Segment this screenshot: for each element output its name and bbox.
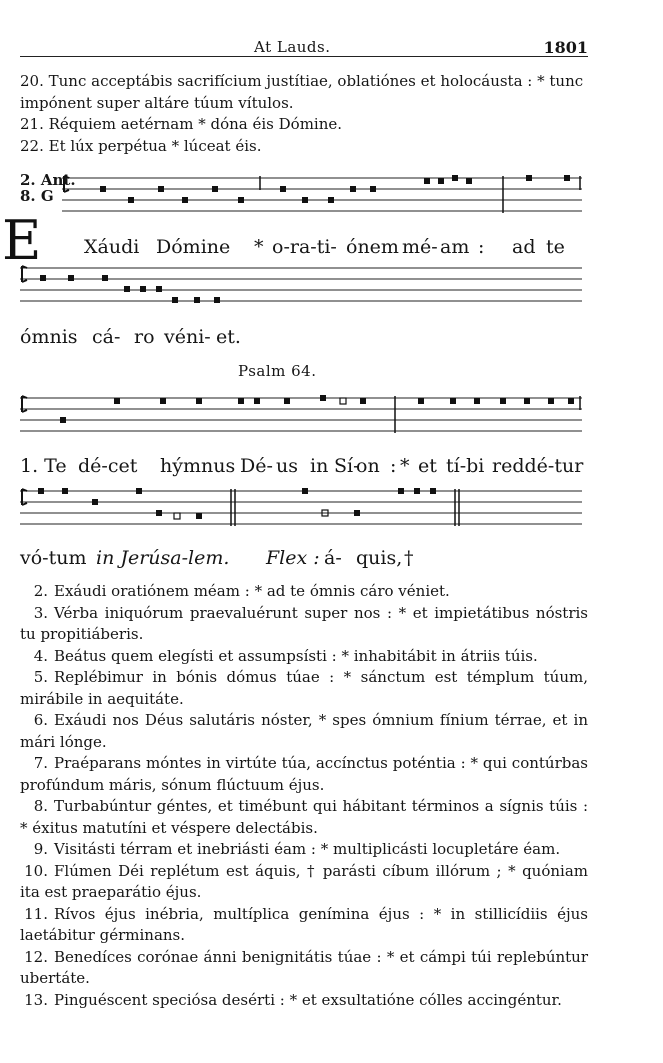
verse-9: 9. Visitásti térram et inebriásti éam : * multiplicásti locupletáre éam. (33, 840, 561, 858)
lyric-me: mé- (402, 236, 438, 258)
psalm-lyric-et: et (418, 455, 437, 477)
verse-21: 21. Réquiem aetérnam * dóna éis Dómine. (20, 115, 343, 133)
psalm-lyric-quis: quis, (356, 547, 403, 569)
psalm-lyric-on: on (356, 455, 380, 477)
verse-3: 3. Vérba iniquórum praevaluérunt super nos : * et impietátibus nóstris tu propitiáberis. (20, 603, 588, 643)
verse-7: 7. Praéparans móntes in virtúte túa, accínctus poténtia : * qui contúrbas profúndum máris, sónum flúctuum éjus. (20, 754, 588, 794)
verse-8: 8. Turbabúntur géntes, et timébunt qui hábitant términos a sígnis túis : * éxitus matutíni et véspere delectábis. (20, 797, 588, 837)
psalm-lyric-hymnus: hýmnus (160, 455, 236, 477)
verse-11: 11. Rívos éjus inébria, multíplica genímina éjus : * in stillicídiis éjus laetábitur gérminans. (20, 904, 588, 944)
lyric-ad: ad (512, 236, 536, 258)
psalm-lyric-us: us (276, 455, 298, 477)
psalm-title: Psalm 64. (238, 362, 317, 380)
lyric-te: te (546, 236, 565, 258)
antiphon-label: 2. Ant. 8. G (20, 171, 76, 205)
lyric-onem: ónem (346, 236, 399, 258)
lyric-orati: o-ra-ti- (272, 236, 337, 258)
verse-12: 12. Benedíces corónae ánni benignitátis túae : * et cámpi túi replebúntur ubertáte. (20, 947, 588, 987)
lyric-et: et. (216, 326, 241, 348)
psalm-lyric-in: in (310, 455, 329, 477)
psalm-lyric-votum: vó-tum (20, 547, 87, 569)
verse-6: 6. Exáudi nos Déus salutáris nóster, * spes ómnium fínium térrae, et in mári lónge. (20, 711, 588, 751)
lyric-veni: véni- (164, 326, 211, 348)
page-number: 1801 (543, 38, 588, 57)
verse-2: 2. Exáudi oratiónem méam : * ad te ómnis cáro véniet. (33, 582, 450, 600)
lyric-colon: : (478, 236, 485, 258)
verse-13: 13. Pinguéscent speciósa desérti : * et exsultatióne cólles accingéntur. (24, 990, 562, 1009)
psalm-verses (20, 581, 588, 1011)
verse-20: 20. Tunc acceptábis sacrifícium justítiae, oblatiónes et holocáusta : * tunc impónent super altáre túum vítulos. (20, 72, 584, 112)
psalm-lyric-te: 1. Te (20, 455, 67, 477)
verse-4: 4. Beátus quem elegísti et assumpsísti : * inhabitábit in átriis túis. (33, 646, 538, 665)
antiphon-initial: E (2, 209, 42, 272)
lyric-am: am (440, 236, 470, 258)
psalm-lyric-colon: : (390, 455, 397, 477)
psalm-lyric-dagger: † (404, 547, 414, 569)
verse-5: 5. Replébimur in bónis dómus túae : * sánctum est témplum túum, mirábile in aequitáte. (20, 668, 588, 708)
lyric-ca: cá- (92, 326, 121, 348)
psalm-lyric-tibi: tí-bi (446, 455, 485, 477)
psalm-lyric-si: Sí- (334, 455, 360, 477)
lyric-asterisk: * (254, 236, 264, 258)
psalm-lyric-reddetur: reddé-tur (492, 455, 584, 477)
psalm-lyric-decet: dé-cet (78, 455, 138, 477)
psalm-lyric-asterisk: * (400, 455, 410, 477)
lyric-xaudi: Xáudi (84, 236, 140, 258)
verse-22: 22. Et lúx perpétua * lúceat éis. (20, 136, 262, 155)
lyric-ro: ro (134, 326, 155, 348)
header-title: At Lauds. (254, 38, 331, 56)
psalm-lyric-flex: Flex : (266, 547, 320, 569)
psalm-lyric-jerusalem: in Jerúsa-lem. (96, 547, 230, 569)
psalm-lyric-a: á- (324, 547, 342, 569)
lyric-omnis: ómnis (20, 326, 78, 348)
psalm-lyric-de: Dé- (240, 455, 273, 477)
verse-10: 10. Flúmen Déi replétum est áquis, † parásti cíbum illórum ; * quóniam ita est praeparátio éjus. (20, 861, 588, 901)
lyric-domine: Dómine (156, 236, 231, 258)
